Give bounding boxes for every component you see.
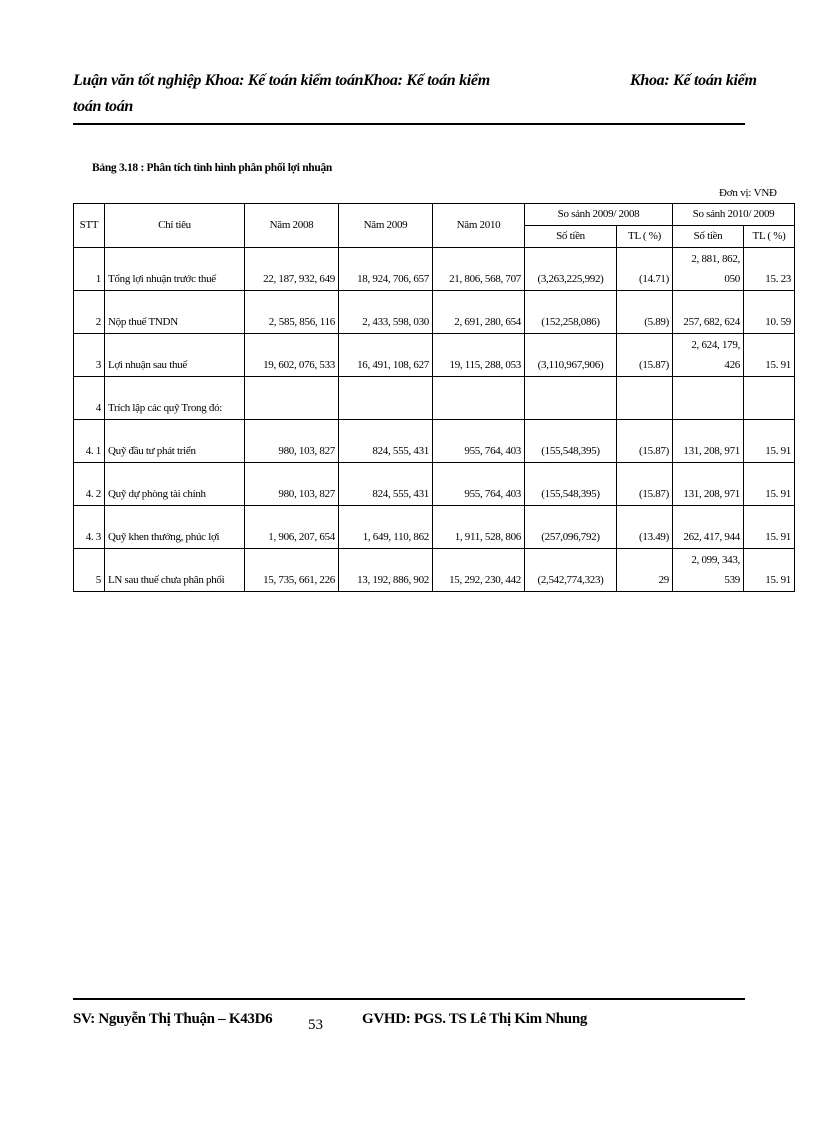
row-value-2010: 21, 806, 568, 707 <box>433 248 525 291</box>
header-ratio-2: TL ( %) <box>744 226 795 248</box>
row-indicator: Quỹ đầu tư phát triển <box>105 420 245 463</box>
footer-advisor: GVHD: PGS. TS Lê Thị Kim Nhung <box>362 1011 588 1027</box>
table-row <box>74 506 795 549</box>
profit-distribution-table <box>73 203 795 592</box>
row-value-2010: 955, 764, 403 <box>433 420 525 463</box>
row-diff-2010-2009: 131, 208, 971 <box>673 463 744 506</box>
row-value-2010: 955, 764, 403 <box>433 463 525 506</box>
header-left-title: Luận văn tốt nghiệp Khoa: Kế toán kiểm toánKhoa: Kế toán kiểm toán toán <box>73 72 490 115</box>
header-ratio-1: TL ( %) <box>617 226 673 248</box>
currency-unit: Đơn vị: VNĐ <box>719 187 777 199</box>
row-diff-2010-2009: 2, 881, 862, 050 <box>673 248 744 291</box>
table-row <box>74 549 795 592</box>
row-value-2010 <box>433 377 525 420</box>
row-ratio-2009-2008 <box>617 377 673 420</box>
header-right-title: Khoa: Kế toán kiểm <box>630 72 757 89</box>
row-ratio-2010-2009: 15. 91 <box>744 463 795 506</box>
row-value-2010: 15, 292, 230, 442 <box>433 549 525 592</box>
table-row <box>74 420 795 463</box>
row-value-2009: 824, 555, 431 <box>339 463 433 506</box>
row-ratio-2010-2009: 15. 23 <box>744 248 795 291</box>
footer-rule <box>73 998 745 1000</box>
row-diff-2009-2008: (155,548,395) <box>525 463 617 506</box>
row-diff-2009-2008: (2,542,774,323) <box>525 549 617 592</box>
row-diff-2009-2008: (3,110,967,906) <box>525 334 617 377</box>
row-stt: 4. 2 <box>74 463 105 506</box>
row-value-2009: 16, 491, 108, 627 <box>339 334 433 377</box>
row-value-2010: 1, 911, 528, 806 <box>433 506 525 549</box>
header-stt: STT <box>74 204 105 248</box>
header-amount-1: Số tiền <box>525 226 617 248</box>
row-value-2008: 2, 585, 856, 116 <box>245 291 339 334</box>
row-stt: 5 <box>74 549 105 592</box>
row-ratio-2009-2008: (13.49) <box>617 506 673 549</box>
header-year-2010: Năm 2010 <box>433 204 525 248</box>
row-ratio-2009-2008: (5.89) <box>617 291 673 334</box>
row-ratio-2010-2009 <box>744 377 795 420</box>
row-value-2010: 2, 691, 280, 654 <box>433 291 525 334</box>
row-value-2008: 980, 103, 827 <box>245 463 339 506</box>
table-row <box>74 291 795 334</box>
row-value-2009 <box>339 377 433 420</box>
footer-student: SV: Nguyễn Thị Thuận – K43D6 <box>73 1011 273 1027</box>
row-diff-2010-2009 <box>673 377 744 420</box>
row-value-2009: 824, 555, 431 <box>339 420 433 463</box>
row-value-2008: 15, 735, 661, 226 <box>245 549 339 592</box>
row-diff-2010-2009: 131, 208, 971 <box>673 420 744 463</box>
row-value-2009: 1, 649, 110, 862 <box>339 506 433 549</box>
row-diff-2010-2009: 262, 417, 944 <box>673 506 744 549</box>
row-indicator: Tổng lợi nhuận trước thuế <box>105 248 245 291</box>
row-stt: 2 <box>74 291 105 334</box>
header-amount-2: Số tiền <box>673 226 744 248</box>
table-row <box>74 377 795 420</box>
row-value-2010: 19, 115, 288, 053 <box>433 334 525 377</box>
row-diff-2009-2008: (257,096,792) <box>525 506 617 549</box>
row-value-2008: 22, 187, 932, 649 <box>245 248 339 291</box>
row-ratio-2010-2009: 15. 91 <box>744 334 795 377</box>
page-number: 53 <box>308 1017 323 1033</box>
row-stt: 3 <box>74 334 105 377</box>
table-caption: Bảng 3.18 : Phân tích tình hình phân phối lợi nhuận <box>92 162 333 174</box>
header-compare-2010-2009: So sánh 2010/ 2009 <box>673 204 795 226</box>
row-diff-2009-2008: (155,548,395) <box>525 420 617 463</box>
row-value-2009: 2, 433, 598, 030 <box>339 291 433 334</box>
row-stt: 1 <box>74 248 105 291</box>
row-indicator: Quỹ khen thưởng, phúc lợi <box>105 506 245 549</box>
header-compare-2009-2008: So sánh 2009/ 2008 <box>525 204 673 226</box>
header-year-2008: Năm 2008 <box>245 204 339 248</box>
row-value-2008: 19, 602, 076, 533 <box>245 334 339 377</box>
table-row <box>74 248 795 291</box>
header-rule <box>73 123 745 125</box>
row-ratio-2009-2008: 29 <box>617 549 673 592</box>
row-diff-2010-2009: 2, 624, 179, 426 <box>673 334 744 377</box>
row-indicator: Nộp thuế TNDN <box>105 291 245 334</box>
row-ratio-2009-2008: (15.87) <box>617 334 673 377</box>
header-year-2009: Năm 2009 <box>339 204 433 248</box>
table-row <box>74 463 795 506</box>
row-diff-2009-2008: (3,263,225,992) <box>525 248 617 291</box>
table-row <box>74 334 795 377</box>
row-stt: 4. 3 <box>74 506 105 549</box>
row-diff-2010-2009: 2, 099, 343, 539 <box>673 549 744 592</box>
row-indicator: Quỹ dự phòng tài chính <box>105 463 245 506</box>
row-indicator: LN sau thuế chưa phân phối <box>105 549 245 592</box>
row-indicator: Lợi nhuận sau thuế <box>105 334 245 377</box>
row-value-2008 <box>245 377 339 420</box>
row-ratio-2010-2009: 15. 91 <box>744 506 795 549</box>
row-ratio-2010-2009: 15. 91 <box>744 420 795 463</box>
row-ratio-2010-2009: 10. 59 <box>744 291 795 334</box>
row-diff-2010-2009: 257, 682, 624 <box>673 291 744 334</box>
row-diff-2009-2008 <box>525 377 617 420</box>
row-value-2008: 1, 906, 207, 654 <box>245 506 339 549</box>
row-stt: 4 <box>74 377 105 420</box>
row-stt: 4. 1 <box>74 420 105 463</box>
row-indicator: Trích lập các quỹ Trong đó: <box>105 377 245 420</box>
header-indicator: Chỉ tiêu <box>105 204 245 248</box>
row-ratio-2009-2008: (14.71) <box>617 248 673 291</box>
row-value-2009: 18, 924, 706, 657 <box>339 248 433 291</box>
row-ratio-2009-2008: (15.87) <box>617 420 673 463</box>
row-diff-2009-2008: (152,258,086) <box>525 291 617 334</box>
row-ratio-2010-2009: 15. 91 <box>744 549 795 592</box>
row-value-2009: 13, 192, 886, 902 <box>339 549 433 592</box>
row-value-2008: 980, 103, 827 <box>245 420 339 463</box>
row-ratio-2009-2008: (15.87) <box>617 463 673 506</box>
